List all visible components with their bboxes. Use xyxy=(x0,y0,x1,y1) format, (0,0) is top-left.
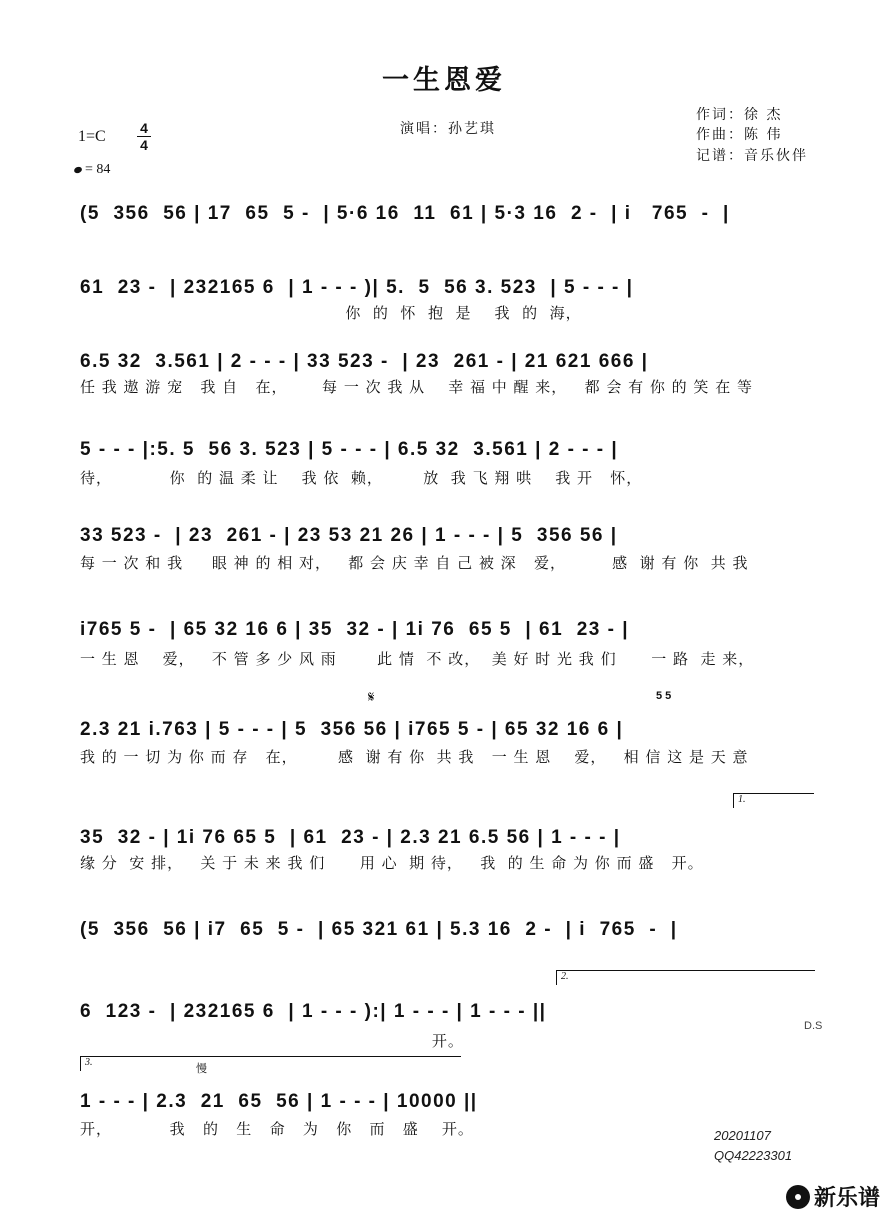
brand-name: 新乐谱 xyxy=(813,1186,880,1211)
staff-line-4 xyxy=(80,424,820,464)
notes-line-7: 2.3 21 i.763 | 5 - - - | 5 356 56 | i765 5 - | 65 32 16 6 | xyxy=(80,719,624,740)
lyrics-line-3: 任 我 遨 游 宠 我 自 在， 每 一 次 我 从 幸 福 中 醒 来， 都 会 有 你 的 笑 在 等 xyxy=(80,378,753,396)
notes-line-5: 33 523 - | 23 261 - | 23 53 21 26 | 1 - - - | 5 356 56 | xyxy=(80,525,618,546)
upper-notes-5-5: 5 5 xyxy=(656,690,672,702)
notes-line-3: 6.5 32 3.561 | 2 - - - | 33 523 - | 23 261 - | 21 621 666 | xyxy=(80,351,649,372)
notes-line-11: 1 - - - | 2.3 21 65 56 | 1 - - - | 10000 || xyxy=(80,1091,478,1112)
notes-line-2: 61 23 - | 232165 6 | 1 - - - )| 5. 5 56 3. 523 | 5 - - - | xyxy=(80,277,634,298)
brand-logo xyxy=(786,1181,880,1212)
lyrics-line-4: 待， 你 的 温 柔 让 我 依 赖， 放 我 飞 翔 哄 我 开 怀， xyxy=(80,469,643,487)
notes-line-8: 35 32 - | 1i 76 65 5 | 61 23 - | 2.3 21 6.5 56 | 1 - - - | xyxy=(80,827,621,848)
staff-line-8 xyxy=(80,812,820,852)
lyrics-line-6: 一 生 恩 爱， 不 管 多 少 风 雨 此 情 不 改， 美 好 时 光 我 们 一 路 走 来， xyxy=(80,650,755,668)
staff-line-3 xyxy=(80,336,820,376)
notes-line-9: (5 356 56 | i7 65 5 - | 65 321 61 | 5.3 16 2 - | i 765 - | xyxy=(80,919,678,940)
time-signature-bottom: 4 xyxy=(137,136,151,153)
staff-line-11 xyxy=(80,1076,820,1116)
quarter-note-icon xyxy=(73,166,83,174)
transcriber-credit: 记谱：音乐伙伴 xyxy=(696,148,808,164)
song-title: 一生恩爱 xyxy=(382,65,506,96)
notes-line-4: 5 - - - |:5. 5 56 3. 523 | 5 - - - | 6.5 32 3.561 | 2 - - - | xyxy=(80,439,619,460)
volta-3: 3. xyxy=(80,1056,461,1071)
tempo-value: = 84 xyxy=(85,162,111,177)
time-signature xyxy=(137,120,151,153)
staff-line-9 xyxy=(80,904,820,944)
lyrics-line-8: 缘 分 安 排， 关 于 未 来 我 们 用 心 期 待， 我 的 生 命 为 你 而 盛 开。 xyxy=(80,854,704,872)
lyricist-credit: 作词：徐 杰 xyxy=(696,107,783,123)
notes-line-1: (5 356 56 | 17 65 5 - | 5·6 16 11 61 | 5·3 16 2 - | i 765 - | xyxy=(80,203,730,224)
record-icon xyxy=(786,1185,810,1209)
lyrics-line-7: 我 的 一 切 为 你 而 存 在， 感 谢 有 你 共 我 一 生 恩 爱， 相 信 这 是 天 意 xyxy=(80,748,749,766)
volta-2: 2. xyxy=(556,970,815,985)
staff-line-1 xyxy=(80,188,820,228)
tempo-marking xyxy=(74,162,110,178)
segno-sign: 𝄋 xyxy=(368,688,375,706)
lyrics-line-11: 开， 我 的 生 命 为 你 而 盛 开。 xyxy=(80,1120,474,1138)
time-signature-top: 4 xyxy=(140,120,148,136)
notes-line-6: i765 5 - | 65 32 16 6 | 35 32 - | 1i 76 65 5 | 61 23 - | xyxy=(80,619,630,640)
dal-segno-mark: D.S xyxy=(804,1020,823,1032)
composer-credit: 作曲：陈 伟 xyxy=(696,127,783,143)
staff-line-7 xyxy=(80,704,820,744)
slow-marking: 慢 xyxy=(196,1063,207,1075)
volta-1: 1. xyxy=(733,793,814,808)
staff-line-5 xyxy=(80,510,820,550)
staff-line-10 xyxy=(80,986,820,1026)
lyrics-line-2: 你 的 怀 抱 是 我 的 海， xyxy=(80,304,582,322)
lyrics-line-10: 开。 xyxy=(80,1032,464,1050)
footer-qq: QQ42223301 xyxy=(714,1148,793,1163)
lyrics-line-5: 每 一 次 和 我 眼 神 的 相 对， 都 会 庆 幸 自 己 被 深 爱， 感 谢 有 你 共 我 xyxy=(80,554,749,572)
footer-date: 20201107 xyxy=(714,1128,771,1143)
key-signature: 1=C xyxy=(78,128,106,145)
staff-line-2 xyxy=(80,262,820,302)
singer-credit: 演唱：孙艺琪 xyxy=(400,121,496,137)
staff-line-6 xyxy=(80,604,820,644)
notes-line-10: 6 123 - | 232165 6 | 1 - - - ):| 1 - - - | 1 - - - || xyxy=(80,1001,547,1022)
